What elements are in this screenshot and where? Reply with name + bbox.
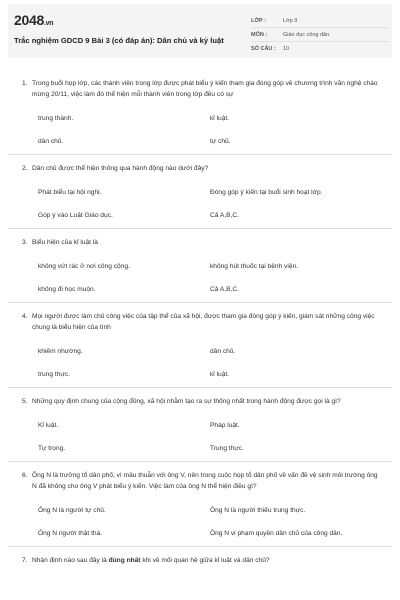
answer-option[interactable]: Ông N người thật thà. [38,530,103,537]
answer-option[interactable]: Trung thực. [210,445,244,452]
meta-table [251,14,389,55]
answer-option[interactable]: Tự trọng. [38,445,66,452]
answer-options [38,188,392,220]
meta-key: MÔN : [251,31,268,38]
answer-option[interactable]: Ông N là người tự chủ. [38,507,106,514]
answer-options [38,506,392,538]
answer-option[interactable]: trung thành. [38,115,74,122]
question-text: Dân chủ được thể hiện thông qua hành động nào dưới đây? [32,165,209,172]
answer-option[interactable]: không đi học muộn. [38,286,96,293]
answer-option[interactable]: kỉ luật. [210,371,230,378]
logo-text: 2048 [14,12,44,28]
page-title: Trắc nghiệm GDCD 9 Bài 3 (có đáp án): Dân chủ và kỷ luật [14,36,224,45]
answer-option[interactable]: Cả A,B,C. [210,286,239,293]
answer-option[interactable]: tự chủ. [210,138,231,145]
question-text: Trong buổi họp lớp, các thành viên trong lớp được phát biểu ý kiến tham gia đóng góp về chương trình văn nghệ chào mừng 20/11, việc làm đó thể hiện mỗi thành viên trong lớp đều có sự [32,80,378,98]
meta-key: LỚP : [251,17,266,24]
question-3 [8,237,392,303]
question-text: Mọi người được làm chủ công việc của tập thể của xã hội, được tham gia đóng góp ý kiến, giám sát những công việc chung là biểu hiện của tính [32,313,375,331]
answer-option[interactable]: dân chủ. [210,348,236,355]
answer-option[interactable]: không hút thuốc tại bệnh viện. [210,263,298,270]
meta-value: Giáo dục công dân [283,31,330,38]
question-number: 2. [22,165,28,172]
answer-option[interactable]: Đóng góp ý kiến tại buổi sinh hoạt lớp. [210,189,323,196]
answer-option[interactable]: dân chủ. [38,138,64,145]
question-number: 1. [22,80,28,87]
answer-options [38,421,392,453]
question-7 [8,555,392,574]
answer-options [38,114,392,146]
answer-option[interactable]: Cả A,B,C. [210,212,239,219]
question-text: Biểu hiện của kỉ luật là [32,239,98,246]
meta-value: 10 [283,45,290,52]
question-5 [8,396,392,462]
answer-option[interactable]: kỉ luật. [210,115,230,122]
answer-option[interactable]: Phát biểu tại hội nghị. [38,189,102,196]
answer-option[interactable]: Kỉ luật. [38,422,59,429]
meta-value: Lớp 9 [283,17,298,24]
answer-options [38,262,392,294]
question-text-part: Nhận định nào sau đây là [32,557,109,564]
answer-option[interactable]: Ông N là người thiếu trung thực. [210,507,306,514]
question-text [32,555,392,566]
site-logo[interactable] [14,12,53,28]
header-card [8,4,392,58]
meta-row-subject [251,28,389,42]
answer-option[interactable]: khiêm nhường. [38,348,83,355]
meta-row-class [251,14,389,28]
question-4 [8,311,392,388]
question-number: 7. [22,557,28,564]
answer-options [38,347,392,379]
question-2 [8,163,392,229]
answer-option[interactable]: Ông N vi phạm quyền dân chủ của công dân. [210,530,343,537]
question-text-emphasis: đúng nhất [108,557,141,564]
question-1 [8,78,392,155]
question-number: 6. [22,472,28,479]
question-text: Những quy định chung của cộng đồng, xã hội nhằm tạo ra sự thống nhất trong hành động được gọi là gì? [32,398,341,405]
answer-option[interactable]: Pháp luật. [210,422,240,429]
logo-suffix: .vn [43,20,54,27]
question-text: Ông N là trưởng tổ dân phố, vì mâu thuẫn với ông V, nên trong cuộc họp tổ dân phố về vấn đề vệ sinh môi trường ông N đã không cho ông V phát biểu ý kiến. Việc làm của ông N thể hiện điều gì? [32,472,378,490]
meta-key: SỐ CÂU : [251,45,276,52]
question-list [8,78,392,582]
question-number: 3. [22,239,28,246]
question-6 [8,470,392,547]
answer-option[interactable]: không vứt rác ở nơi công cộng. [38,263,130,270]
answer-option[interactable]: Góp ý vào Luật Giáo dục. [38,212,113,219]
meta-row-count [251,42,389,55]
question-number: 4. [22,313,28,320]
question-text-part: khi về mối quan hệ giữa kỉ luật và dân chủ? [140,557,270,564]
answer-option[interactable]: trung thực. [38,371,70,378]
question-number: 5. [22,398,28,405]
